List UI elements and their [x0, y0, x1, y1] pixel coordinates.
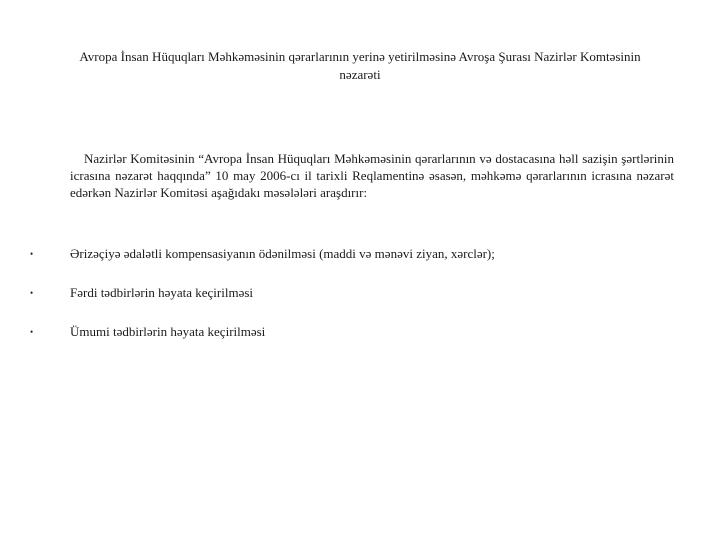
list-item-text: Fərdi tədbirlərin həyata keçirilməsi — [70, 285, 254, 300]
list-item — [30, 283, 670, 303]
list-item — [30, 244, 670, 264]
bullet-list — [30, 244, 670, 342]
bullet-icon: • — [30, 327, 34, 337]
list-item — [30, 322, 670, 342]
bullet-icon: • — [30, 249, 34, 259]
list-item-text: Ümumi tədbirlərin həyata keçirilməsi — [70, 324, 266, 339]
intro-paragraph: Nazirlər Komitəsinin “Avropa İnsan Hüquqları Məhkəməsinin qərarlarının və dostacasına həll sazişin şərtlərinin icrasına nəzarət haqqında” 10 may 2006-cı il tarixli Reqlamentinə əsasən, məhkəmə qərarlarının icrasına nəzarət edərkən Nazirlər Komitəsi aşağıdakı məsələləri araşdırır: — [70, 151, 674, 200]
document-title: Avropa İnsan Hüquqları Məhkəməsinin qərarlarının yerinə yetirilməsinə Avroşa Şurası Nazirlər Komtəsinin nəzarəti — [79, 49, 641, 82]
list-item-text: Ərizəçiyə ədalətli kompensasiyanın ödənilməsi (maddi və mənəvi ziyan, xərclər); — [70, 246, 495, 261]
bullet-icon: • — [30, 288, 34, 298]
